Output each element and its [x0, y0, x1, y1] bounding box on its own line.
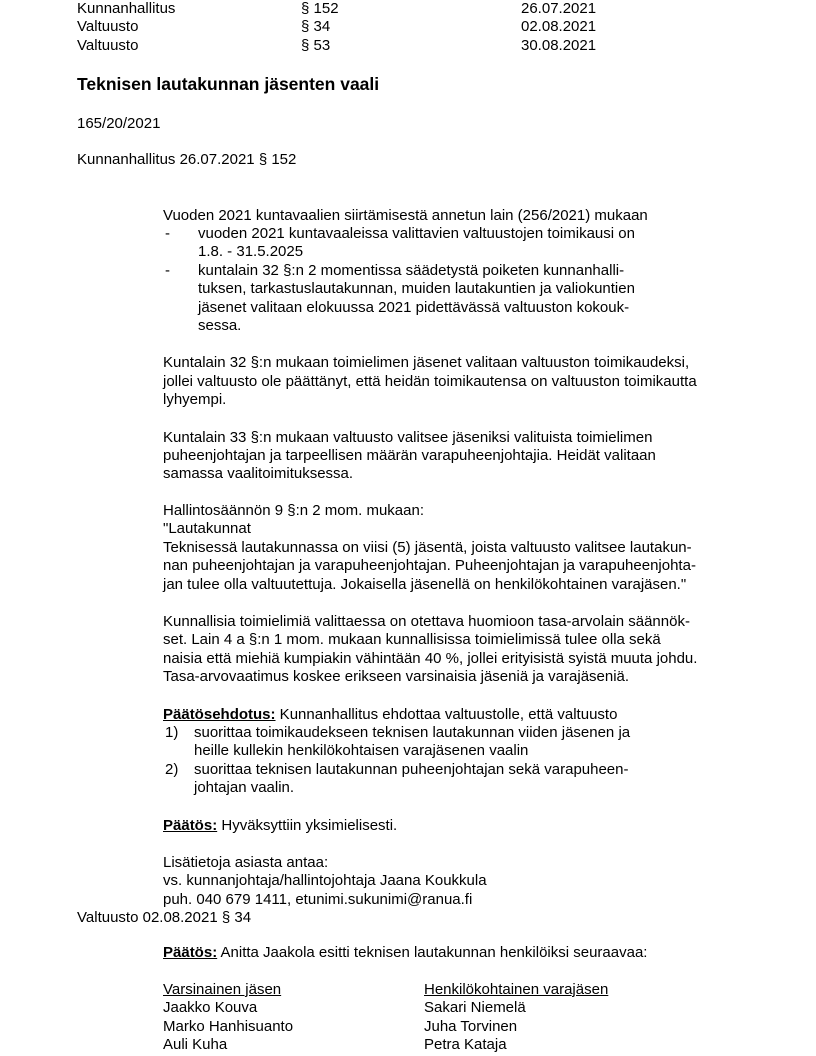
paragraph-line: Kuntalain 33 §:n mukaan valtuusto valitsee jäseniksi valituista toimielimen: [163, 429, 653, 446]
decision-label: Päätös:: [163, 817, 218, 834]
decision-text: Hyväksyttiin yksimielisesti.: [217, 817, 398, 834]
members-header-regular: Varsinainen jäsen: [163, 981, 282, 998]
council-meeting-heading: Valtuusto 02.08.2021 § 34: [77, 909, 252, 926]
ref-section: § 152: [301, 0, 339, 17]
bullet-marker: -: [165, 262, 170, 279]
ref-section: § 53: [301, 37, 331, 54]
ref-body: Kunnanhallitus: [77, 0, 176, 17]
member-deputy: Juha Torvinen: [424, 1018, 518, 1035]
ref-date: 26.07.2021: [521, 0, 597, 17]
paragraph-line: puheenjohtajan ja tarpeellisen määrän varapuheenjohtajia. Heidät valitaan: [163, 447, 656, 464]
proposal-line: [163, 706, 617, 724]
reference-row: [77, 37, 777, 55]
reference-row: [77, 0, 777, 18]
decision-line: [163, 944, 647, 962]
member-regular: Marko Hanhisuanto: [163, 1018, 294, 1035]
intro-paragraph: Vuoden 2021 kuntavaalien siirtämisestä annetun lain (256/2021) mukaan: [163, 207, 648, 224]
board-meeting-heading: Kunnanhallitus 26.07.2021 § 152: [77, 151, 297, 168]
list-item-line: sessa.: [198, 317, 242, 334]
list-item-line: tuksen, tarkastuslautakunnan, muiden lautakuntien ja valiokuntien: [198, 280, 635, 297]
paragraph-line: Hallintosäännön 9 §:n 2 mom. mukaan:: [163, 502, 424, 519]
paragraph-line: set. Lain 4 a §:n 1 mom. mukaan kunnallisissa toimielimissä tulee olla sekä: [163, 631, 661, 648]
item-number: 1): [165, 724, 179, 741]
paragraph-line: Kunnallisia toimielimiä valittaessa on otettava huomioon tasa-arvolain säännök-: [163, 613, 690, 630]
ref-section: § 34: [301, 18, 331, 35]
decision-label: Päätös:: [163, 944, 218, 961]
contact-line: puh. 040 679 1411, etunimi.sukunimi@ranua.fi: [163, 891, 473, 908]
item-line: heille kullekin henkilökohtaisen varajäsenen vaalin: [194, 742, 529, 759]
paragraph-line: samassa vaalitoimituksessa.: [163, 465, 354, 482]
proposal-text: Kunnanhallitus ehdottaa valtuustolle, että valtuusto: [275, 706, 618, 723]
list-item-line: 1.8. - 31.5.2025: [198, 243, 304, 260]
paragraph-line: naisia että miehiä kumpiakin vähintään 40 %, jollei erityisistä syistä muuta johdu.: [163, 650, 698, 667]
decision-line: [163, 817, 397, 835]
list-item-line: jäsenet valitaan elokuussa 2021 pidettävässä valtuuston kokouk-: [198, 299, 630, 316]
ref-body: Valtuusto: [77, 18, 139, 35]
case-number: 165/20/2021: [77, 115, 161, 132]
item-number: 2): [165, 761, 179, 778]
reference-row: [77, 18, 777, 36]
contact-line: Lisätietoja asiasta antaa:: [163, 854, 329, 871]
ref-date: 30.08.2021: [521, 37, 597, 54]
proposal-label: Päätösehdotus:: [163, 706, 276, 723]
member-deputy: Petra Kataja: [424, 1036, 507, 1053]
paragraph-line: jollei valtuusto ole päättänyt, että heidän toimikautensa on valtuuston toimikautta: [163, 373, 697, 390]
document-title: Teknisen lautakunnan jäsenten vaali: [77, 74, 380, 94]
paragraph-line: Teknisessä lautakunnassa on viisi (5) jäsentä, joista valtuusto valitsee lautakun-: [163, 539, 692, 556]
bullet-marker: -: [165, 225, 170, 242]
list-item-line: kuntalain 32 §:n 2 momentissa säädetystä poiketen kunnanhalli-: [198, 262, 625, 279]
contact-line: vs. kunnanjohtaja/hallintojohtaja Jaana Koukkula: [163, 872, 487, 889]
member-regular: Auli Kuha: [163, 1036, 228, 1053]
ref-date: 02.08.2021: [521, 18, 597, 35]
members-header-deputy: Henkilökohtainen varajäsen: [424, 981, 609, 998]
ref-body: Valtuusto: [77, 37, 139, 54]
item-line: suorittaa teknisen lautakunnan puheenjohtajan sekä varapuheen-: [194, 761, 629, 778]
member-deputy: Sakari Niemelä: [424, 999, 526, 1016]
paragraph-line: "Lautakunnat: [163, 520, 251, 537]
paragraph-line: jan tulee olla valtuutettuja. Jokaisella jäsenellä on henkilökohtainen varajäsen.": [163, 576, 687, 593]
paragraph-line: nan puheenjohtajan ja varapuheenjohtajan. Puheenjohtajan ja varapuheenjohta-: [163, 557, 696, 574]
item-line: johtajan vaalin.: [194, 779, 295, 796]
member-regular: Jaakko Kouva: [163, 999, 258, 1016]
decision-text: Anitta Jaakola esitti teknisen lautakunnan henkilöiksi seuraavaa:: [217, 944, 648, 961]
list-item-line: vuoden 2021 kuntavaaleissa valittavien valtuustojen toimikausi on: [198, 225, 635, 242]
paragraph-line: Kuntalain 32 §:n mukaan toimielimen jäsenet valitaan valtuuston toimikaudeksi,: [163, 354, 690, 371]
paragraph-line: lyhyempi.: [163, 391, 227, 408]
paragraph-line: Tasa-arvovaatimus koskee erikseen varsinaisia jäseniä ja varajäseniä.: [163, 668, 630, 685]
item-line: suorittaa toimikaudekseen teknisen lautakunnan viiden jäsenen ja: [194, 724, 631, 741]
